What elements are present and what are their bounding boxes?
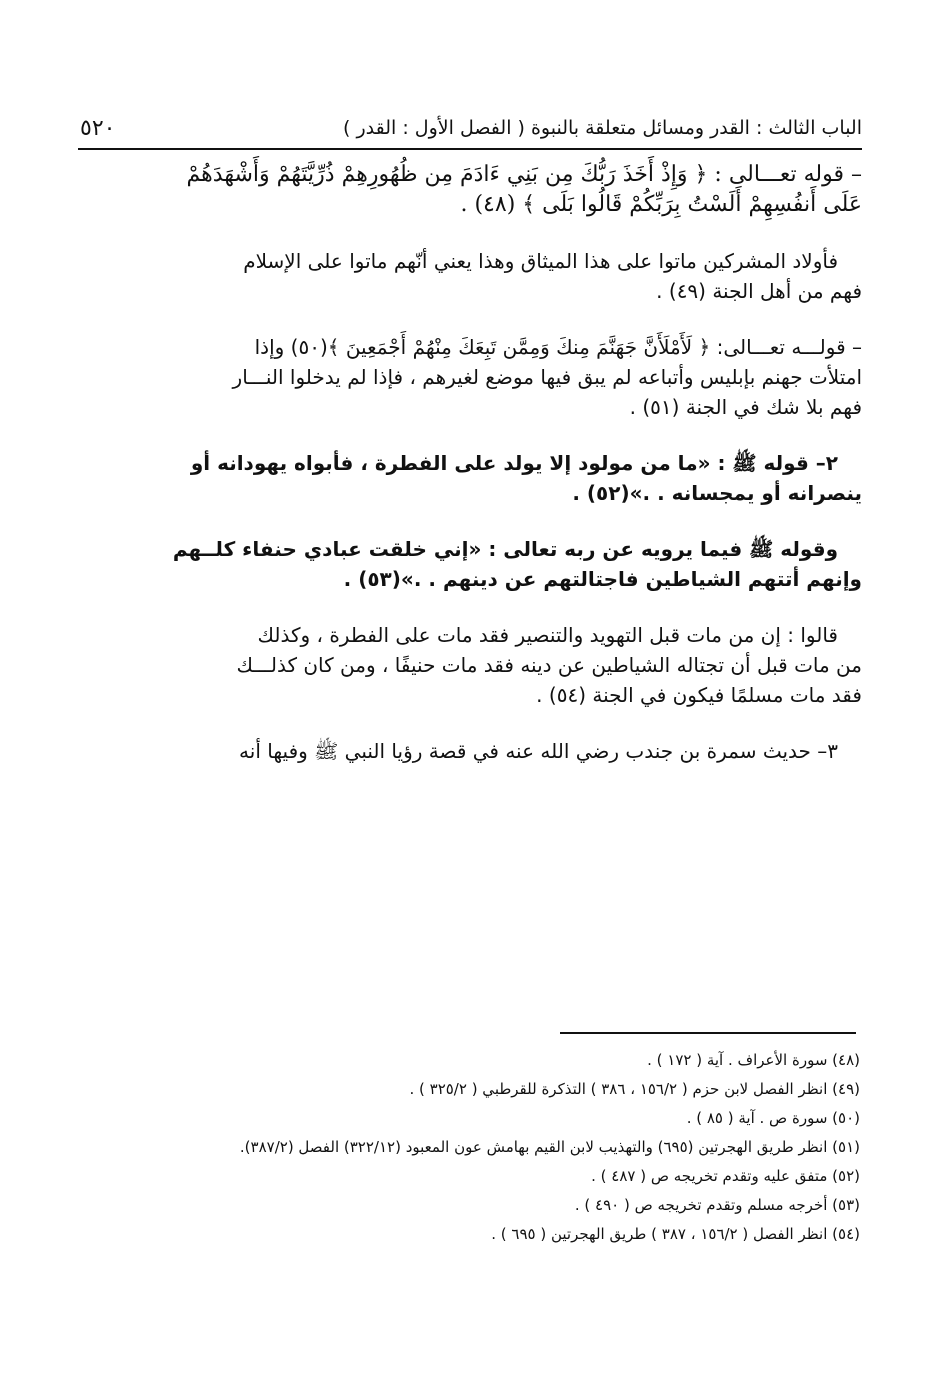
paragraph-5 xyxy=(78,534,862,594)
footnote-49: (٤٩) انظر الفصل لابن حزم ( ١٥٦/٢ ، ٣٨٦ ) التذكرة للقرطبي ( ٣٢٥/٢ ) . xyxy=(409,1080,860,1098)
quran-verse-line: عَلَى أَنفُسِهِمْ أَلَسْتُ بِرَبِّكُمْ قَالُوا بَلَى ﴾ (٤٨) . xyxy=(460,192,862,217)
text-line: فأولاد المشركين ماتوا على هذا الميثاق وهذا يعني أنّهم ماتوا على الإسلام xyxy=(243,249,838,273)
text-line: ٣– حديث سمرة بن جندب رضي الله عنه في قصة رؤيا النبي ﷺ وفيها أنه xyxy=(239,739,838,763)
footnote-51: (٥١) انظر طريق الهجرتين (٦٩٥) والتهذيب لابن القيم بهامش عون المعبود (٣٢٢/١٢) الفصل (٣٨٧/٢). xyxy=(239,1138,860,1156)
page-header xyxy=(80,110,862,146)
page-number: ٥٢٠ xyxy=(80,115,116,141)
hadith-line: وإنهم أتتهم الشياطين فاجتالتهم عن دينهم . .»(٥٣) . xyxy=(343,567,862,591)
footnote-52: (٥٢) متفق عليه وتقدم تخريجه ص ( ٤٨٧ ) . xyxy=(591,1167,860,1185)
hadith-line: ٢– قوله ﷺ : «ما من مولود إلا يولد على الفطرة ، فأبواه يهودانه أو xyxy=(190,451,838,475)
paragraph-4 xyxy=(78,448,862,508)
footnote-48: (٤٨) سورة الأعراف . آية ( ١٧٢ ) . xyxy=(647,1051,860,1069)
header-divider xyxy=(78,148,862,150)
footnote-50: (٥٠) سورة ص . آية ( ٨٥ ) . xyxy=(686,1109,860,1127)
paragraph-7 xyxy=(78,736,862,766)
paragraph-3 xyxy=(78,332,862,422)
footnotes xyxy=(78,1046,860,1249)
paragraph-6 xyxy=(78,620,862,710)
footnote-53: (٥٣) أخرجه مسلم وتقدم تخريجه ص ( ٤٩٠ ) . xyxy=(574,1196,860,1214)
text-line: فهم بلا شك في الجنة (٥١) . xyxy=(629,395,862,419)
paragraph-2 xyxy=(78,246,862,306)
footnote-divider xyxy=(560,1032,856,1034)
hadith-line: ينصرانه أو يمجسانه . .»(٥٢) . xyxy=(572,481,862,505)
text-line: فقد مات مسلمًا فيكون في الجنة (٥٤) . xyxy=(536,683,862,707)
running-title: الباب الثالث : القدر ومسائل متعلقة بالنبوة ( الفصل الأول : القدر ) xyxy=(343,117,862,139)
paragraph-1 xyxy=(78,160,862,220)
quran-verse-line: – قوله تعـــالى : ﴿ وَإِذْ أَخَذَ رَبُّكَ مِن بَنِي ءَادَمَ مِن ظُهُورِهِمْ ذُرِّيَّتَهُمْ وَأَشْهَدَهُمْ xyxy=(186,162,862,187)
text-line: فهم من أهل الجنة (٤٩) . xyxy=(656,279,862,303)
footnote-54: (٥٤) انظر الفصل ( ١٥٦/٢ ، ٣٨٧ ) طريق الهجرتين ( ٦٩٥ ) . xyxy=(491,1225,860,1243)
text-line: قالوا : إن من مات قبل التهويد والتنصير فقد مات على الفطرة ، وكذلك xyxy=(257,623,838,647)
quran-verse-line: – قولـــه تعـــالى: ﴿ لَأَمْلَأَنَّ جَهَنَّمَ مِنكَ وَمِمَّن تَبِعَكَ مِنْهُمْ أَجْمَعِينَ ﴾(٥٠) وإذا xyxy=(254,335,862,359)
text-line: امتلأت جهنم بإبليس وأتباعه لم يبق فيها موضع لغيرهم ، فإذا لم يدخلوا النـــار xyxy=(232,365,862,389)
hadith-line: وقوله ﷺ فيما يرويه عن ربه تعالى : «إني خلقت عبادي حنفاء كلــهم xyxy=(172,537,838,561)
text-line: من مات قبل أن تجتاله الشياطين عن دينه فقد مات حنيفًا ، ومن كان كذلـــك xyxy=(236,653,862,677)
main-text xyxy=(78,160,862,792)
